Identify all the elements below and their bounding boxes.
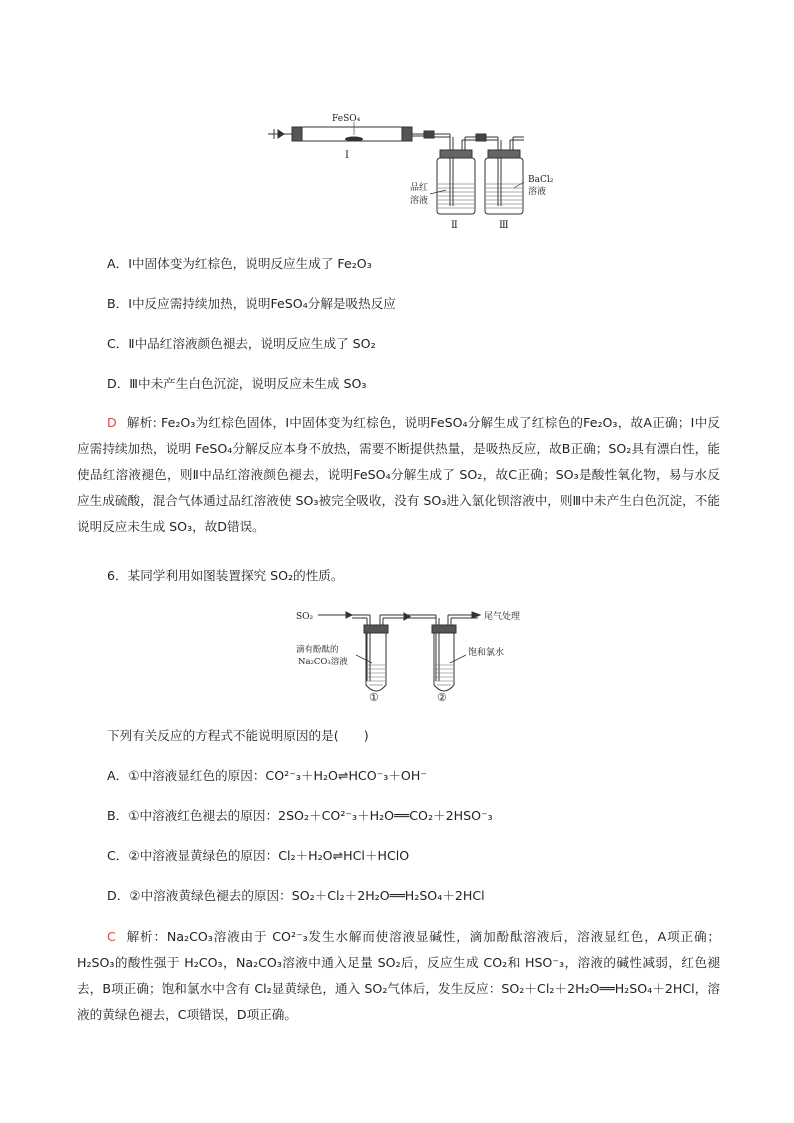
q5-option-b: B．Ⅰ中反应需持续加热，说明FeSO₄分解是吸热反应 xyxy=(107,296,396,311)
q6-option-d: D．②中溶液黄绿色褪去的原因：SO₂＋Cl₂＋2H₂O══H₂SO₄＋2HCl xyxy=(107,888,485,903)
q6-explanation xyxy=(77,924,720,1028)
q5-explanation xyxy=(77,410,720,540)
q6-prompt: 下列有关反应的方程式不能说明原因的是( ) xyxy=(107,728,369,743)
q5-option-c: C．Ⅱ中品红溶液颜色褪去，说明反应生成了 SO₂ xyxy=(107,336,376,351)
figure-feso4-apparatus xyxy=(262,110,562,232)
exhaust-label: 尾气处理 xyxy=(484,612,521,622)
bottle3-label: BaCl₂ 溶液 xyxy=(528,175,554,197)
bottle2-numeral: Ⅱ xyxy=(451,220,458,231)
right-solution-label: 饱和氯水 xyxy=(468,648,505,658)
tube-numeral: Ⅰ xyxy=(345,150,349,161)
q6-option-a: A．①中溶液显红色的原因：CO²⁻₃＋H₂O⇌HCO⁻₃＋OH⁻ xyxy=(107,768,427,783)
tube2-numeral: ② xyxy=(437,691,447,703)
bottle2-label: 品红溶液 xyxy=(410,183,429,206)
q5-answer-letter: D xyxy=(107,415,117,430)
figure-so2-apparatus xyxy=(296,603,532,703)
q5-option-a: A．Ⅰ中固体变为红棕色，说明反应生成了 Fe₂O₃ xyxy=(107,256,372,271)
q6-option-b: B．①中溶液红色褪去的原因：2SO₂＋CO²⁻₃＋H₂O══CO₂＋2HSO⁻₃ xyxy=(107,808,493,823)
q6-option-c: C．②中溶液显黄绿色的原因：Cl₂＋H₂O⇌HCl＋HClO xyxy=(107,848,410,863)
q5-option-d: D．Ⅲ中未产生白色沉淀，说明反应未生成 SO₃ xyxy=(107,376,367,391)
tube1-numeral: ① xyxy=(369,691,379,703)
q6-answer-letter: C xyxy=(107,929,116,944)
q6-explanation-text: 解析：Na₂CO₃溶液由于 CO²⁻₃发生水解而使溶液显碱性，滴加酚酞溶液后，溶液显红色，A项正确；H₂SO₃的酸性强于 H₂CO₃，Na₂CO₃溶液中通入足量 SO₂后，反应生成 CO₂和 HSO⁻₃，溶液的碱性减弱，红色褪去，B项正确；饱和氯水中含有 Cl₂显黄绿色，通入 SO₂气体后，发生反应：SO₂＋Cl₂＋2H₂O══H₂SO₄＋2HCl，溶液的黄绿色褪去，C项错误，D项正确。 xyxy=(77,929,720,1022)
left-solution-label-1: 滴有酚酞的 xyxy=(296,645,339,655)
q6-stem: 6．某同学利用如图装置探究 SO₂的性质。 xyxy=(107,568,344,583)
reagent-label: FeSO₄ xyxy=(332,114,361,124)
q5-explanation-text: 解析: Fe₂O₃为红棕色固体，Ⅰ中固体变为红棕色，说明FeSO₄分解生成了红棕色的Fe₂O₃，故A正确；Ⅰ中反应需持续加热，说明 FeSO₄分解反应本身不放热，需要不断提供热量，是吸热反应，故B正确；SO₂具有漂白性，能使品红溶液褪色，则Ⅱ中品红溶液颜色褪去，说明FeSO₄分解生成了 SO₂，故C正确；SO₃是酸性氧化物，易与水反应生成硫酸，混合气体通过品红溶液使 SO₃被完全吸收，没有 SO₃进入氯化钡溶液中，则Ⅲ中未产生白色沉淀，不能说明反应未生成 SO₃，故D错误。 xyxy=(77,415,720,534)
so2-inlet-label: SO₂ xyxy=(296,612,314,622)
left-solution-label-2: Na₂CO₃溶液 xyxy=(298,657,348,667)
bottle3-numeral: Ⅲ xyxy=(499,220,509,231)
